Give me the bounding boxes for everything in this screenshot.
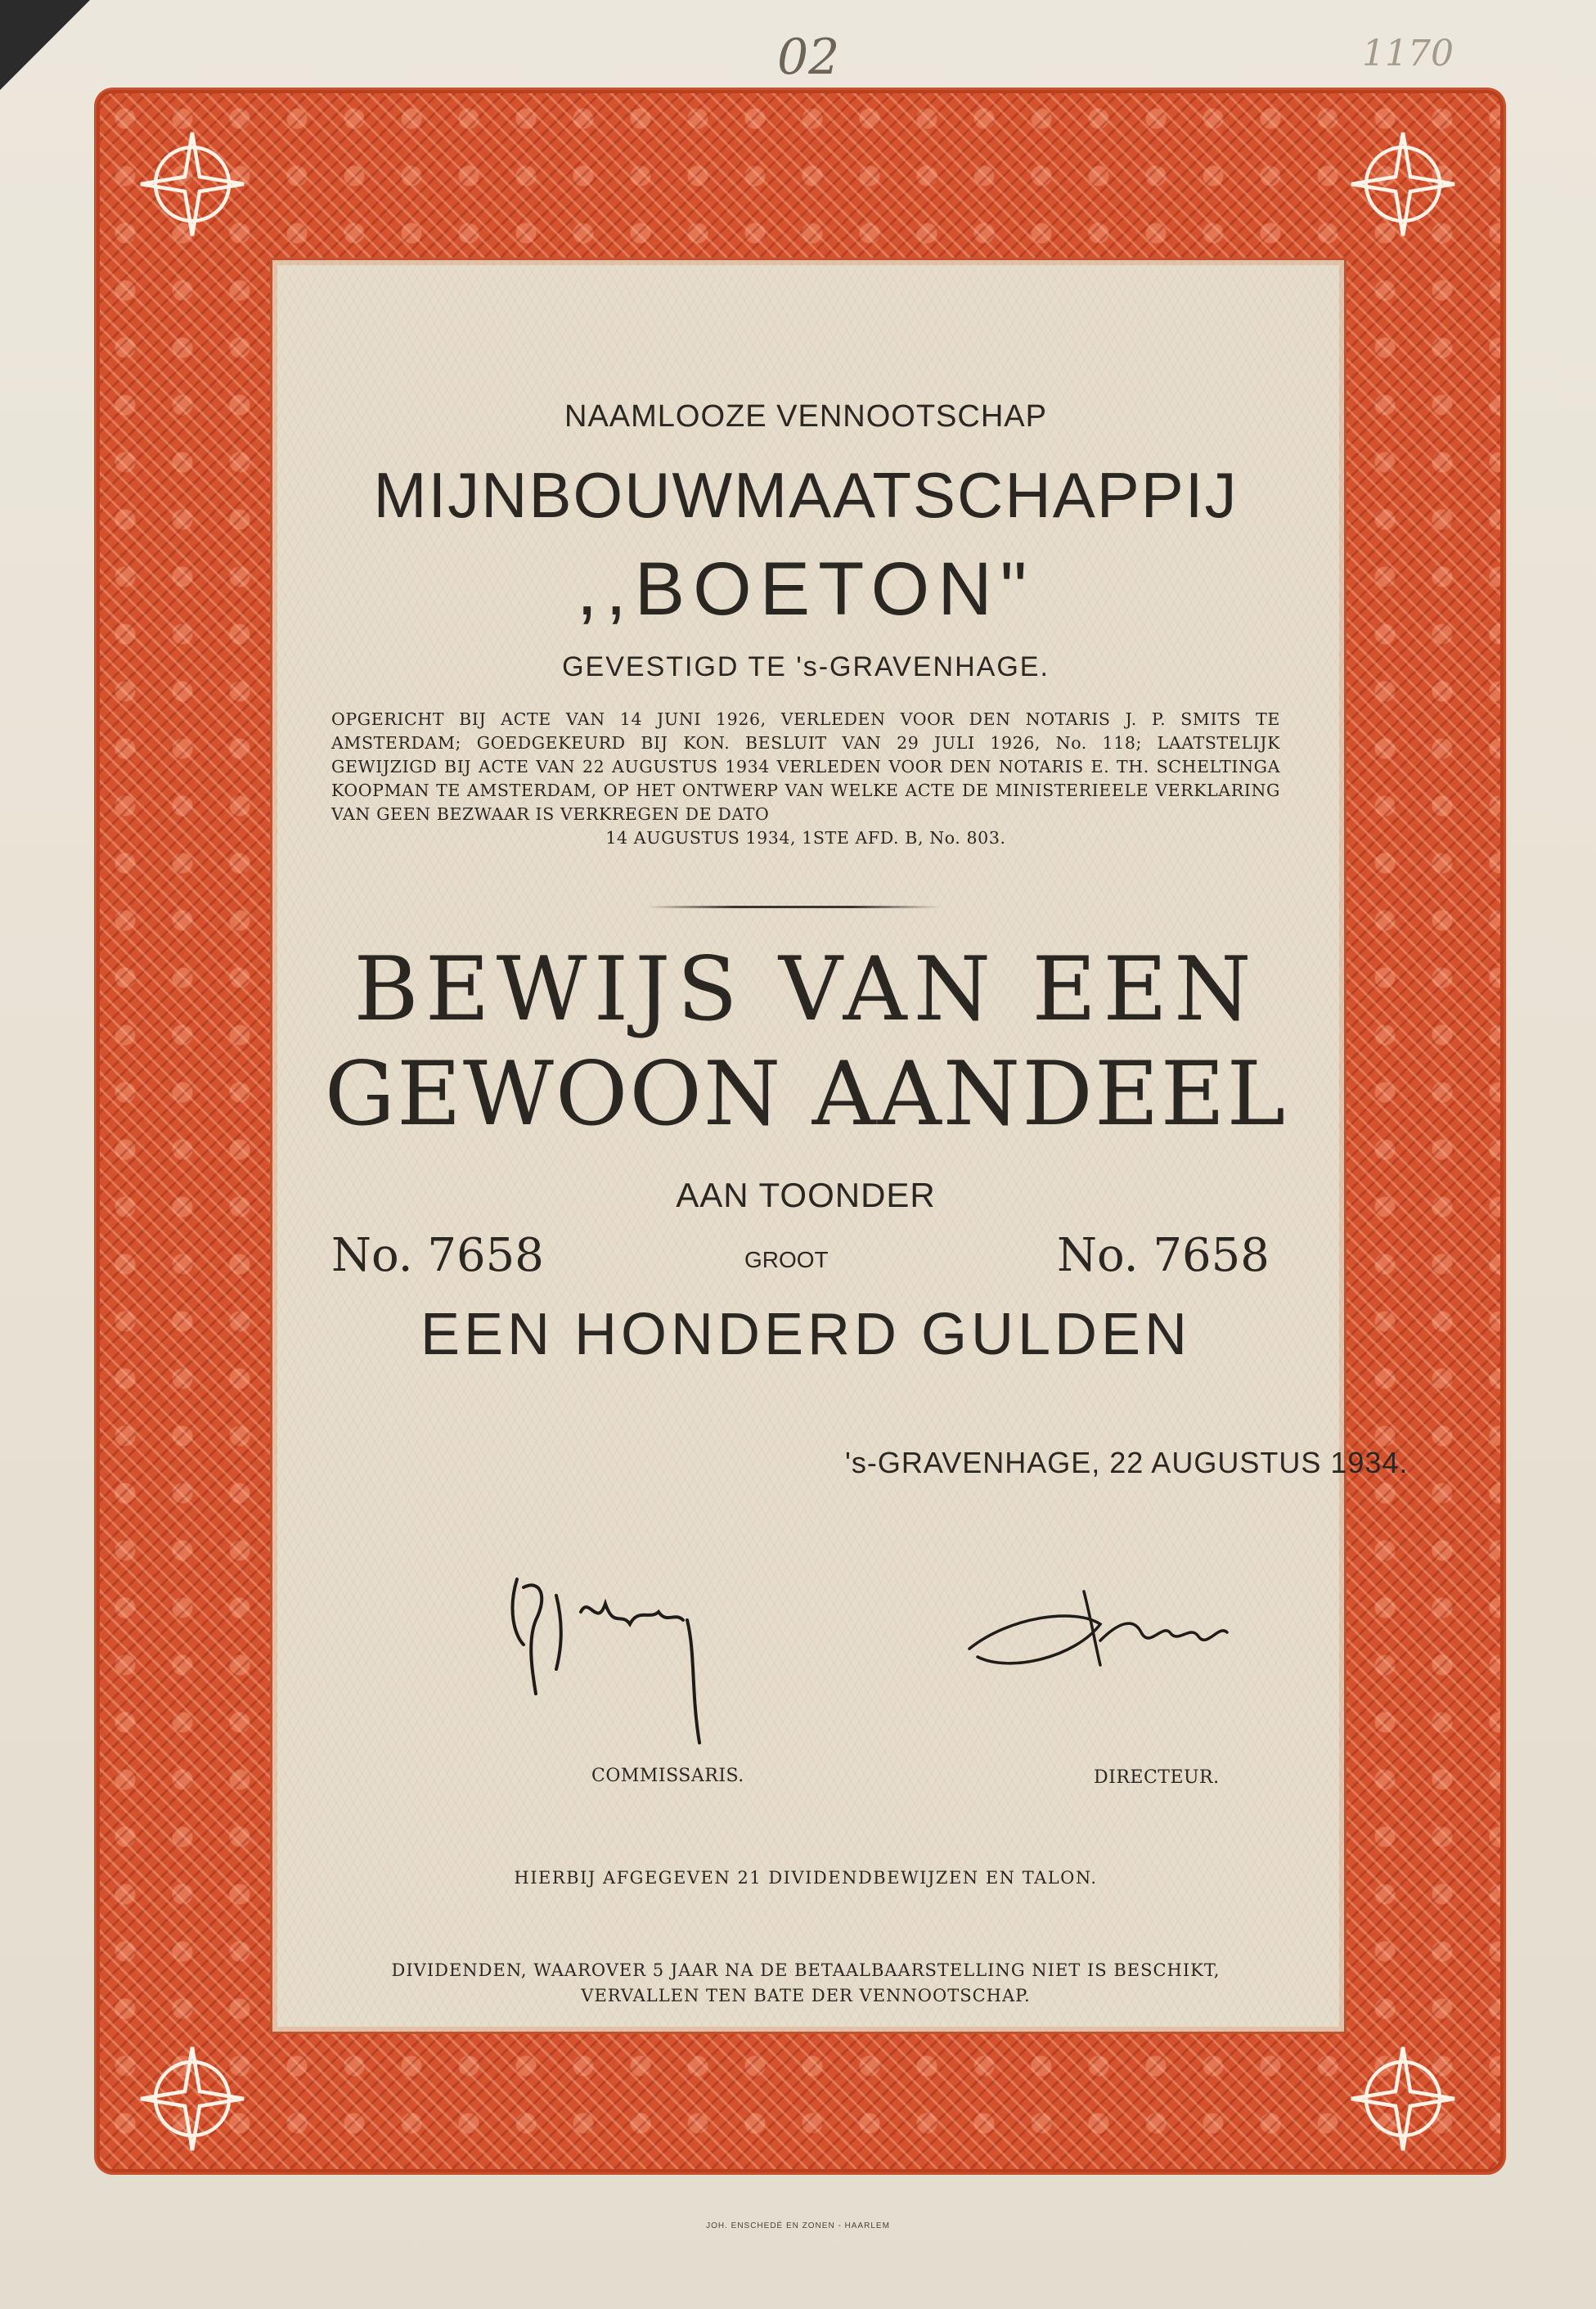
company-name: MIJNBOUWMAATSCHAPPIJ bbox=[373, 459, 1239, 531]
dividend-note-line-2: VERVALLEN TEN BATE DER VENNOOTSCHAP. bbox=[581, 1986, 1031, 2005]
title-line-1: BEWIJS VAN EEN bbox=[353, 938, 1258, 1041]
company-type: NAAMLOOZE VENNOOTSCHAP bbox=[564, 399, 1047, 434]
handwritten-note-1170: 1170 bbox=[1362, 33, 1454, 74]
divider-rule bbox=[646, 906, 941, 908]
coupons-note: HIERBIJ AFGEGEVEN 21 DIVIDENDBEWIJZEN EN TALON. bbox=[514, 1868, 1098, 1888]
commissaris-signature bbox=[491, 1563, 736, 1751]
groot-label: GROOT bbox=[744, 1247, 829, 1272]
title-line-2: GEWOON AANDEEL bbox=[324, 1043, 1288, 1145]
certificate-number-left: No. 7658 bbox=[331, 1229, 544, 1282]
dividend-note bbox=[270, 1958, 1342, 2009]
handwritten-note-02: 02 bbox=[777, 29, 840, 86]
corner-rosette-icon bbox=[131, 2037, 254, 2160]
corner-rosette-icon bbox=[1342, 123, 1464, 245]
company-seat: GEVESTIGD TE 's-GRAVENHAGE. bbox=[562, 651, 1050, 682]
founding-text-last-line: 14 AUGUSTUS 1934, 1STE AFD. B, No. 803. bbox=[605, 828, 1006, 848]
certificate-number-right: No. 7658 bbox=[1057, 1229, 1270, 1282]
amount-text: EEN HONDERD GULDEN bbox=[420, 1302, 1192, 1367]
company-name-quoted: ,,BOETON" bbox=[576, 547, 1036, 631]
bearer-label: AAN TOONDER bbox=[676, 1176, 936, 1214]
commissaris-label: COMMISSARIS. bbox=[591, 1766, 744, 1786]
printer-imprint: JOH. ENSCHEDÉ EN ZONEN - HAARLEM bbox=[706, 2221, 890, 2230]
corner-rosette-icon bbox=[131, 123, 254, 245]
founding-text-body: OPGERICHT BIJ ACTE VAN 14 JUNI 1926, VERLEDEN VOOR DEN NOTARIS J. P. SMITS TE AMSTERDAM; GOEDGEKEURD BIJ KON. BESLUIT VAN 29 JULI 1926, No. 118; LAATSTELIJK GEWIJZIGD BIJ ACTE VAN 22 AUGUSTUS 1934 VERLEDEN VOOR DEN NOTARIS E. TH. SCHELTINGA KOOPMAN TE AMSTERDAM, OP HET ONTWERP VAN WELKE ACTE DE MINISTERIEELE VERKLARING VAN GEEN BEZWAAR IS VERKREGEN DE DATO bbox=[331, 709, 1280, 824]
directeur-signature bbox=[961, 1575, 1248, 1698]
founding-text bbox=[331, 708, 1280, 850]
directeur-label: DIRECTEUR. bbox=[1094, 1767, 1220, 1788]
corner-rosette-icon bbox=[1342, 2037, 1464, 2160]
folded-corner bbox=[0, 0, 90, 90]
place-date: 's-GRAVENHAGE, 22 AUGUSTUS 1934. bbox=[845, 1446, 1409, 1479]
dividend-note-line-1: DIVIDENDEN, WAAROVER 5 JAAR NA DE BETAALBAARSTELLING NIET IS BESCHIKT, bbox=[391, 1960, 1221, 1980]
